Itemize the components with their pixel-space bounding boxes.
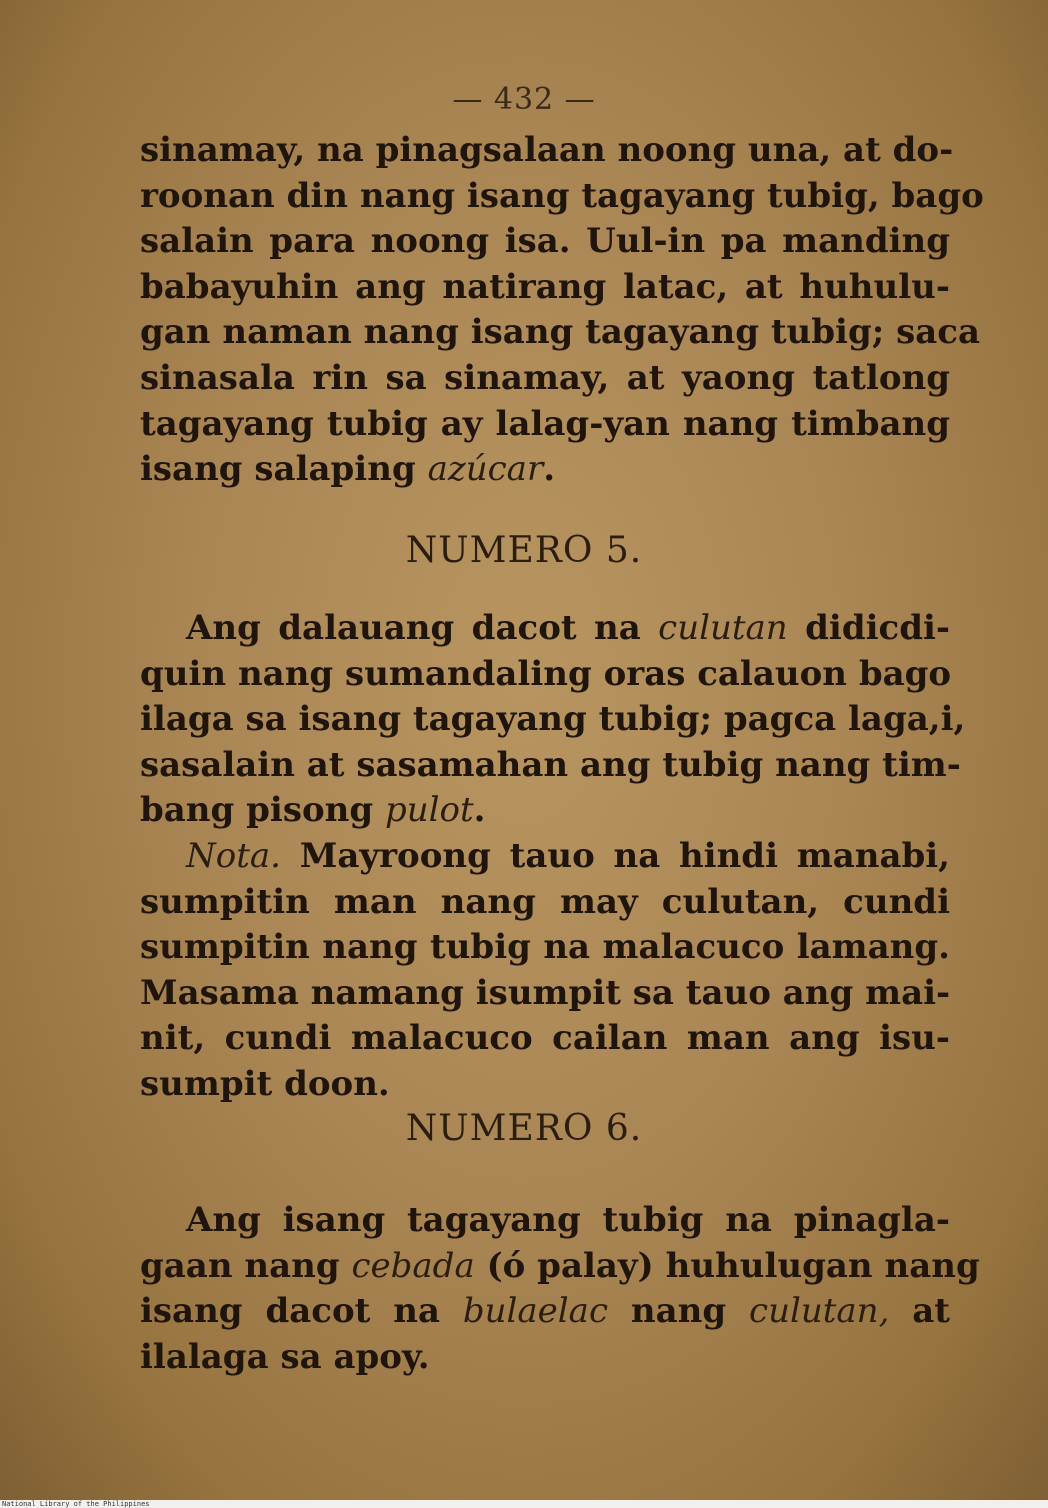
library-watermark: National Library of the Philippines: [0, 1500, 1048, 1508]
text-run: .: [473, 790, 486, 831]
text-run: nang: [630, 1291, 727, 1332]
paragraph-2: [140, 606, 966, 1108]
text-line: ilaga sa isang tagayang tubig; pagca laga,i,: [140, 699, 966, 740]
italic-term: culutan,: [749, 1291, 890, 1332]
text-line: [140, 1244, 980, 1290]
text-run: .: [543, 449, 556, 490]
section-heading-numero-6: NUMERO 6.: [405, 1108, 643, 1149]
text-line: ilalaga sa apoy.: [140, 1336, 430, 1377]
section-heading-numero-5: NUMERO 5.: [405, 530, 643, 571]
text-line: sumpitin nang tubig na malacuco lamang.: [140, 927, 950, 968]
text-line: [140, 606, 950, 652]
text-line: Masama namang isumpit sa tauo ang mai-: [140, 972, 951, 1013]
text-line: sinamay, na pinagsalaan noong una, at do-: [140, 130, 954, 170]
italic-term: culutan: [658, 608, 788, 648]
text-line: salain para noong isa. Uul-in pa manding: [140, 221, 950, 262]
paragraph-1: [140, 128, 984, 493]
text-line: babayuhin ang natirang latac, at huhulu-: [140, 266, 950, 307]
text-line: roonan din nang isang tagayang tubig, bago: [140, 175, 984, 216]
italic-term: cebada: [351, 1245, 475, 1286]
paragraph-4: [140, 1198, 980, 1380]
italic-term: Nota.: [186, 835, 281, 876]
text-line: quin nang sumandaling oras calauon bago: [140, 653, 952, 694]
text-line: sasalain at sasamahan ang tubig nang tim-: [140, 744, 961, 785]
text-run: isang salaping: [140, 449, 416, 490]
text-line: nit, cundi malacuco cailan man ang isu-: [140, 1018, 950, 1059]
italic-term: azúcar: [427, 449, 544, 490]
text-run: isang dacot na: [140, 1291, 440, 1332]
text-run: gaan nang: [140, 1245, 340, 1286]
text-line: sumpit doon.: [140, 1063, 390, 1104]
text-line: [140, 447, 950, 493]
text-run: Mayroong tauo na hindi manabi,: [299, 835, 950, 876]
text-line: [140, 788, 950, 834]
text-line: [140, 1289, 950, 1335]
text-run: didicdi-: [805, 608, 951, 648]
italic-term: pulot: [384, 790, 474, 831]
page-number: — 432 —: [452, 82, 596, 117]
text-line: [140, 834, 950, 880]
text-run: bang pisong: [140, 790, 374, 831]
text-line: sumpitin man nang may culutan, cundi: [140, 881, 950, 922]
text-run: (ó palay) huhulugan nang: [486, 1245, 980, 1286]
text-run: at: [912, 1291, 951, 1332]
italic-term: bulaelac: [462, 1291, 608, 1332]
text-line: sinasala rin sa sinamay, at yaong tatlong: [140, 357, 950, 398]
text-run: Ang dalauang dacot na: [186, 608, 641, 648]
text-line: tagayang tubig ay lalag-yan nang timbang: [140, 403, 950, 444]
text-line: Ang isang tagayang tubig na pinagla-: [186, 1200, 950, 1240]
text-line: gan naman nang isang tagayang tubig; saca: [140, 312, 981, 353]
